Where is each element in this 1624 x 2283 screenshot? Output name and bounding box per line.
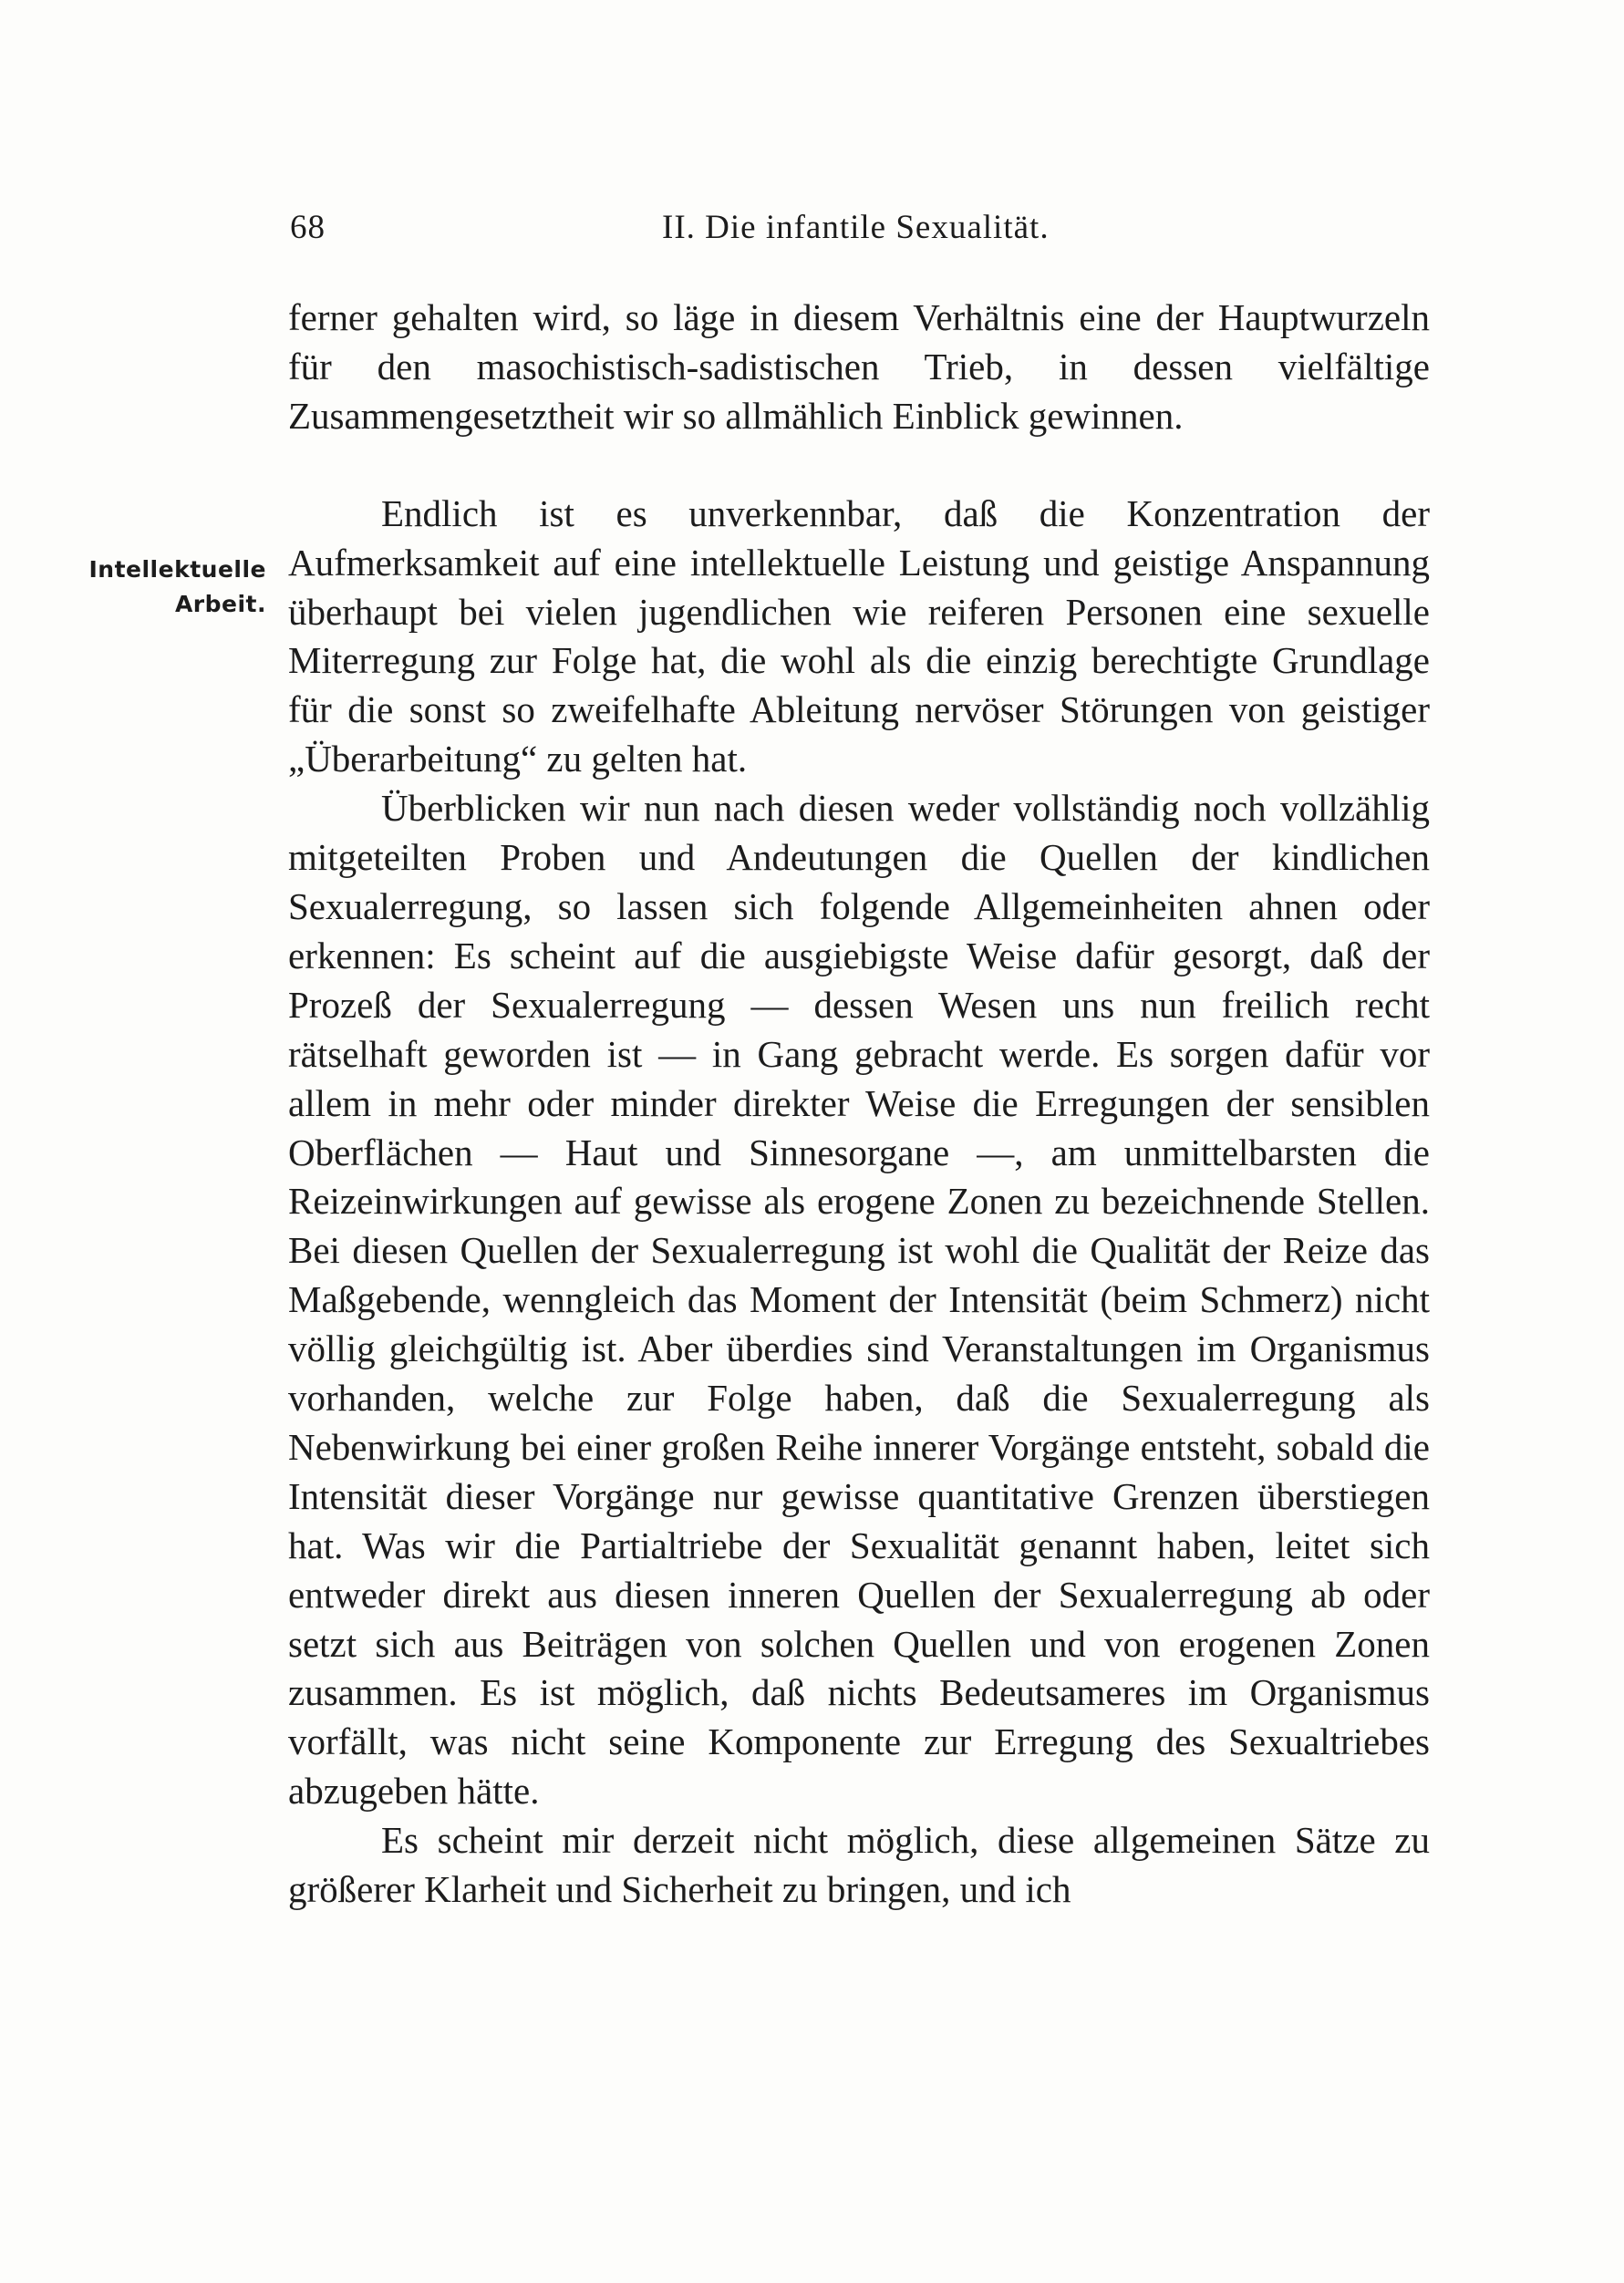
paragraph-closing: Es scheint mir derzeit nicht möglich, diese allgemeinen Sätze zu größerer Klarheit und Sicherheit zu bringen, und ich (288, 1819, 1430, 1911)
body-text (288, 294, 1430, 1915)
paragraph-intellectual-work: Endlich ist es unverkennbar, daß die Konzentration der Aufmerksamkeit auf eine intellektuelle Leistung und geistige Anspannung überhaupt bei vielen jugendlichen wie reiferen Personen eine sexuelle Miterregung zur Folge hat, die wohl als die einzig berechtigte Grundlage für die sonst so zweifelhafte Ableitung nervöser Störungen von geistiger „Überarbeitung“ zu gelten hat. (288, 491, 1430, 780)
marginal-note-line: Intellektuelle (88, 556, 266, 583)
running-title: II. Die infantile Sexualität. (662, 209, 1050, 246)
page-number: 68 (290, 209, 326, 246)
paragraph-overview-sources: Überblicken wir nun nach diesen weder vollständig noch vollzählig mitgeteilten Proben und Andeutungen die Quellen der kindlichen Sexualerregung, so lassen sich folgende Allgemeinheiten ahnen oder erkennen: Es scheint auf die ausgiebigste Weise dafür gesorgt, daß der Prozeß der Sexualerregung — dessen Wesen uns nun freilich recht rätselhaft geworden ist — in Gang gebracht werde. Es sorgen dafür vor allem in mehr oder minder direkter Weise die Erregungen der sensiblen Oberflächen — Haut und Sinnesorgane —, am unmittelbarsten die Reizeinwirkungen auf gewisse als erogene Zonen zu bezeichnende Stellen. Bei diesen Quellen der Sexualerregung ist wohl die Qualität der Reize das Maßgebende, wenngleich das Moment der Intensität (beim Schmerz) nicht völlig gleichgültig ist. Aber überdies sind Veranstaltungen im Organismus vorhanden, welche zur Folge haben, daß die Sexualerregung als Nebenwirkung bei einer großen Reihe innerer Vorgänge entsteht, sobald die Intensität dieser Vorgänge nur gewisse quantitative Grenzen überstiegen hat. Was wir die Partialtriebe der Sexualität genannt haben, leitet sich entweder direkt aus diesen inneren Quellen der Sexualerregung ab oder setzt sich aus Beiträgen von solchen Quellen und von erogenen Zonen zusammen. Es ist möglich, daß nichts Bedeutsameres im Organismus vorfällt, was nicht seine Komponente zur Erregung des Sexualtriebes abzugeben hätte. (288, 787, 1430, 1813)
running-head (290, 208, 1430, 253)
marginal-note (75, 553, 266, 622)
marginal-note-line: Arbeit. (174, 591, 266, 617)
paragraph-continuation: ferner gehalten wird, so läge in diesem Verhältnis eine der Hauptwurzeln für den masochistisch-sadistischen Trieb, in dessen vielfältige Zusammengesetztheit wir so allmählich Einblick gewinnen. (288, 296, 1430, 437)
